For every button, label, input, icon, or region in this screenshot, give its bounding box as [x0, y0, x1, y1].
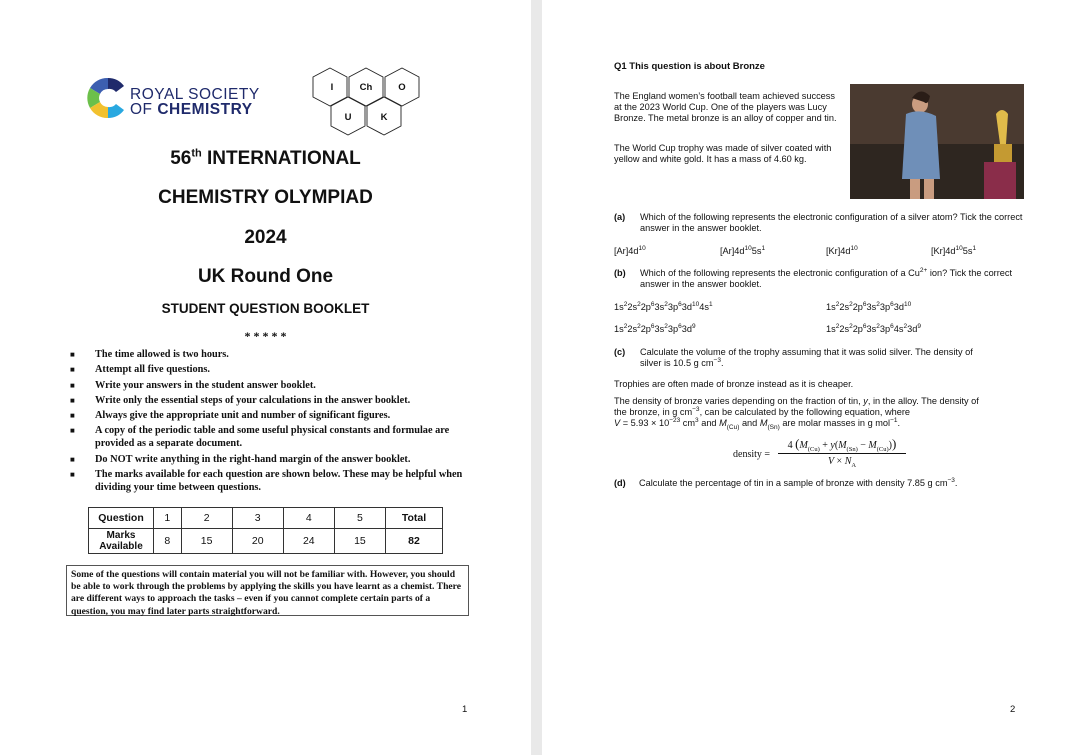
title-booklet: STUDENT QUESTION BOOKLET [161, 301, 370, 316]
question-heading: Q1 This question is about Bronze [614, 61, 765, 72]
marks-table [88, 507, 443, 554]
density-paragraph: The density of bronze varies depending on the fraction of tin, y, in the alloy. The density of the bronze, in g $cm^{-3}$, can be calculated by the following equation, where $V = 5.93 \times 10^{-23}$ $cm^3$ and $M_{(Cu)}$ and $M_{(Sn)}$ are molar masses in g mol$^{-1}$. [614, 396, 979, 431]
rsc-logo-line1: ROYAL SOCIETY [130, 86, 260, 103]
option-b-1: $1s^22s^22p^63s^23p^63d^{10}4s^1$ [614, 300, 713, 312]
rule-item: ■ Write only the essential steps of your calculations in the answer booklet. [70, 394, 411, 406]
option-a-3: $[Kr]4d^{10}$ [826, 244, 858, 256]
question-d-text: Calculate the percentage of tin in a sample of bronze with density 7.85 g $cm^{-3}$. [639, 476, 958, 488]
page-2 [542, 0, 1080, 755]
football-trophy-photo [850, 84, 1024, 199]
question-b-label: (b) [614, 268, 626, 278]
rule-item: ■ A copy of the periodic table and some useful physical constants and formulae are provided as a separate document. [70, 425, 450, 450]
hex-label-i: I [330, 82, 334, 93]
rule-item: ■ Attempt all five questions. [70, 364, 210, 376]
table-cell: 4 [283, 508, 334, 529]
question-b-text: Which of the following represents the electronic configuration of a $Cu^{2+}$ ion? Tick the correct answer in the answer booklet. [640, 266, 1013, 289]
page-number: 2 [1010, 704, 1016, 715]
option-b-2: $1s^22s^22p^63s^23p^63d^{10}$ [826, 300, 912, 312]
table-cell: Marks Available [89, 529, 154, 554]
hex-label-o: O [398, 82, 406, 93]
rsc-logo-line2: OF CHEMISTRY [130, 101, 253, 118]
title-international: 56th INTERNATIONAL [170, 147, 361, 169]
table-cell: 15 [181, 529, 232, 554]
equation-lhs: density = [733, 449, 771, 460]
table-cell: Question [89, 508, 154, 529]
option-a-4: $[Kr]4d^{10}5s^1$ [931, 244, 977, 256]
question-c-text: Calculate the volume of the trophy assuming that it was solid silver. The density of silver is 10.5 g $cm^{-3}$. [640, 347, 973, 368]
title-round: UK Round One [197, 266, 334, 287]
equation-fraction-bar [778, 453, 906, 454]
intro-paragraph-1: The England women’s football team achieved success at the 2023 World Cup. One of the players was Lucy Bronze. The metal bronze is an alloy of copper and tin. [614, 91, 837, 123]
rule-item: ■ Do NOT write anything in the right-hand margin of the answer booklet. [70, 453, 411, 465]
icho-uk-hexagon-logo [312, 66, 422, 136]
question-c-label: (c) [614, 347, 626, 357]
trophies-text: Trophies are often made of bronze instead as it is cheaper. [614, 379, 854, 389]
table-cell: 15 [334, 529, 385, 554]
photo-illustration [850, 84, 1024, 199]
hex-label-ch: Ch [359, 82, 373, 93]
table-header-row [89, 508, 443, 529]
rule-item: ■ Always give the appropriate unit and number of significant figures. [70, 410, 391, 422]
table-cell: Total [386, 508, 443, 529]
hex-label-k: K [380, 112, 388, 123]
rule-item: ■ The marks available for each question are shown below. These may be helpful when dividing your time between questions. [70, 469, 463, 494]
rules-list [70, 348, 465, 496]
table-cell: 3 [232, 508, 283, 529]
rule-item: ■ Write your answers in the student answer booklet. [70, 379, 316, 391]
note-box: Some of the questions will contain material you will not be familiar with. However, you should be able to work through the problems by applying the skills you have learnt as a chemist. There are different ways to approach the tasks – even if you cannot complete certain parts of a question, you may find later parts straightforward. [66, 565, 469, 616]
page-number: 1 [462, 704, 468, 715]
option-a-1: $[Ar]4d^{10}$ [614, 244, 646, 256]
intro-paragraph-2: The World Cup trophy was made of silver coated with yellow and white gold. It has a mass of 4.60 kg. [614, 143, 832, 164]
rule-item: ■ The time allowed is two hours. [70, 349, 229, 360]
equation-denominator: $V \times N_A$ [827, 456, 857, 469]
title-stars: * * * * * [244, 329, 287, 343]
table-cell: 2 [181, 508, 232, 529]
equation-numerator: 4 $(M_{(Cu)} + y(M_{(Sn)} - M_{(Cu)}))$ [787, 436, 897, 453]
page-1 [0, 0, 531, 755]
rsc-logo-icon [86, 76, 130, 120]
question-a-label: (a) [614, 212, 626, 222]
table-cell: 20 [232, 529, 283, 554]
title-year: 2024 [244, 227, 287, 248]
table-cell: 5 [334, 508, 385, 529]
table-cell: 82 [386, 529, 443, 554]
table-cell: 8 [154, 529, 182, 554]
question-a-text: Which of the following represents the electronic configuration of a silver atom? Tick the correct answer in the answer booklet. [640, 212, 1023, 233]
table-cell: 24 [283, 529, 334, 554]
option-b-3: $1s^22s^22p^63s^23p^63d^9$ [614, 322, 696, 334]
table-cell: 1 [154, 508, 182, 529]
option-a-2: $[Ar]4d^{10}5s^1$ [720, 244, 766, 256]
option-b-4: $1s^22s^22p^63s^23p^64s^23d^9$ [826, 322, 921, 334]
question-d-label: (d) [614, 478, 626, 488]
hex-label-u: U [344, 112, 352, 123]
title-olympiad: CHEMISTRY OLYMPIAD [158, 187, 373, 208]
table-row [89, 529, 443, 554]
